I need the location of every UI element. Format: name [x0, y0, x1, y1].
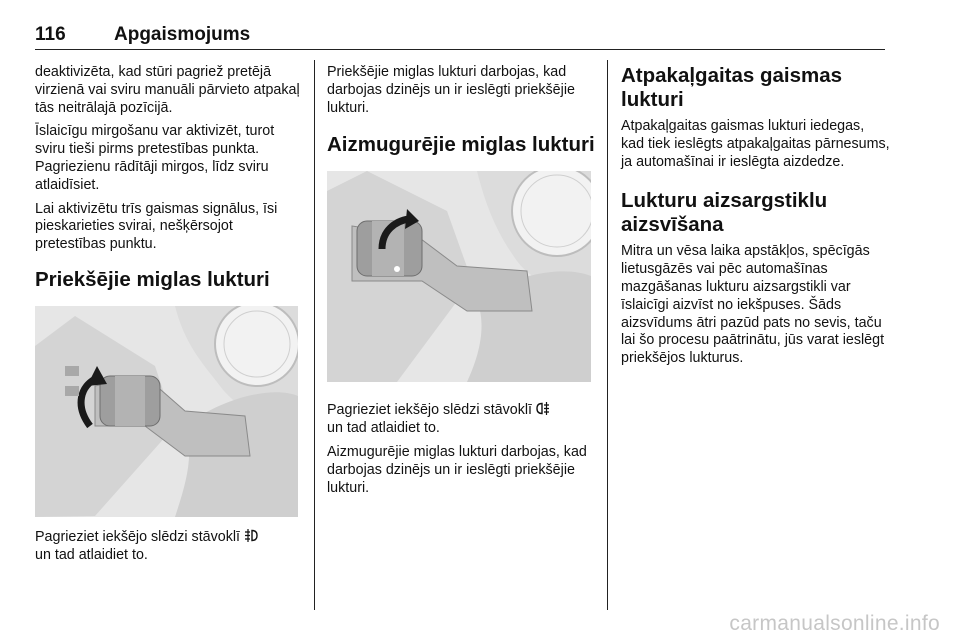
paragraph: Mitra un vēsa laika apstākļos, spēcīgās lietusgāzēs vai pēc automašīnas mazgāšanas lukturu aizsargstikli var īslaicīgi aizvīst no iekšpuses. Šāds aizsvīdums ātri pazūd pats no sevis, taču lai šo procesu paātrinātu, jūs varat ieslēgt priekšējos lukturus. — [621, 243, 885, 367]
section-heading-rear-fog: Aizmugurējie miglas lukturi — [327, 133, 595, 157]
paragraph: Aizmugurējie miglas lukturi darbojas, kad darbojas dzinējs un ir ieslēgti priekšējie lukturi. — [327, 443, 587, 496]
paragraph: Īslaicīgu mirgošanu var aktivizēt, turot sviru tieši pirms pretestības punkta. Pagriezienu rādītāji mirgos, līdz sviru atlaidīsiet. — [35, 123, 275, 193]
page-number: 116 — [35, 24, 66, 45]
caption-text: Pagrieziet iekšējo slēdzi stāvoklī — [327, 402, 536, 419]
column-3 — [621, 64, 891, 374]
paragraph: Atpakaļgaitas gaismas lukturi iedegas, kad tiek ieslēgts atpakaļgaitas pārnesums, ja automašīnai ir ieslēgta aizdedze. — [621, 118, 890, 170]
front-fog-light-icon — [244, 529, 258, 545]
front-fog-switch-figure — [35, 306, 298, 517]
column-2 — [327, 64, 597, 503]
figure-caption — [327, 402, 597, 438]
section-heading-front-fog: Priekšējie miglas lukturi — [35, 267, 270, 291]
figure-caption — [35, 529, 303, 565]
rear-fog-light-icon — [536, 402, 550, 418]
watermark: carmanualsonline.info — [729, 612, 940, 635]
paragraph: deaktivizēta, kad stūri pagriež pretējā virzienā vai sviru manuāli pārvieto atpakaļ tās neitrālajā pozīcijā. — [35, 64, 300, 116]
header-rule — [35, 49, 885, 50]
caption-text-tail: un tad atlaidiet to. — [327, 420, 440, 437]
rear-fog-switch-figure — [327, 171, 591, 382]
column-divider-2 — [607, 60, 608, 610]
section-heading-reversing-lights: Atpakaļgaitas gaismas lukturi — [621, 64, 843, 111]
column-divider-1 — [314, 60, 315, 610]
paragraph: Lai aktivizētu trīs gaismas signālus, īsi pieskarieties svirai, nešķērsojot pretestības punktu. — [35, 200, 278, 253]
chapter-title: Apgaismojums — [114, 24, 251, 45]
section-heading-lens-fogging: Lukturu aizsargstiklu aizsvīšana — [621, 189, 828, 237]
caption-text-tail: un tad atlaidiet to. — [35, 546, 148, 563]
page-header — [35, 22, 885, 52]
column-1 — [35, 64, 303, 571]
paragraph: Priekšējie miglas lukturi darbojas, kad darbojas dzinējs un ir ieslēgti priekšējie lukturi. — [327, 64, 575, 116]
caption-text: Pagrieziet iekšējo slēdzi stāvoklī — [35, 528, 244, 545]
